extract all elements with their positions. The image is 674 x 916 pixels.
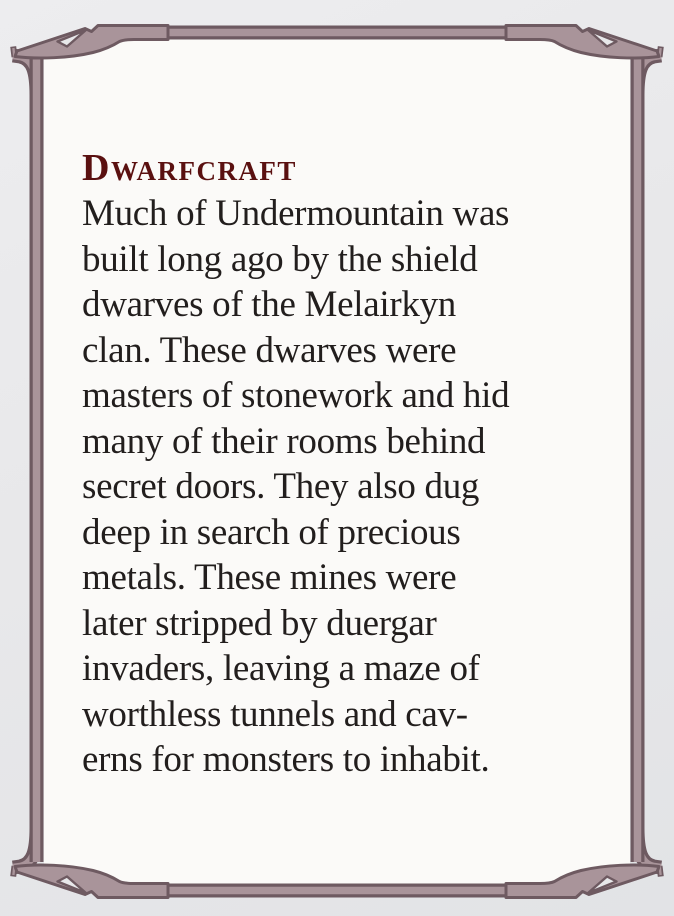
body-line: erns for monsters to inhabit. bbox=[82, 739, 490, 780]
body-line: invaders, leaving a maze of bbox=[82, 648, 480, 689]
panel-body bbox=[82, 191, 602, 783]
body-line: metals. These mines were bbox=[82, 557, 457, 598]
panel-title: Dwarfcraft bbox=[82, 147, 297, 189]
sidebar-panel bbox=[82, 148, 602, 783]
body-line: later stripped by duergar bbox=[82, 602, 437, 644]
body-line: worthless tunnels and cav- bbox=[82, 693, 468, 735]
body-line: masters of stonework and hid bbox=[82, 375, 510, 416]
body-line: many of their rooms behind bbox=[82, 420, 486, 462]
body-line: Much of Undermountain was bbox=[82, 193, 510, 234]
body-line: deep in search of precious bbox=[82, 511, 461, 553]
body-line: clan. These dwarves were bbox=[82, 329, 457, 371]
body-line: dwarves of the Melairkyn bbox=[82, 284, 456, 325]
body-line: secret doors. They also dug bbox=[82, 466, 480, 507]
body-line: built long ago by the shield bbox=[82, 238, 478, 280]
